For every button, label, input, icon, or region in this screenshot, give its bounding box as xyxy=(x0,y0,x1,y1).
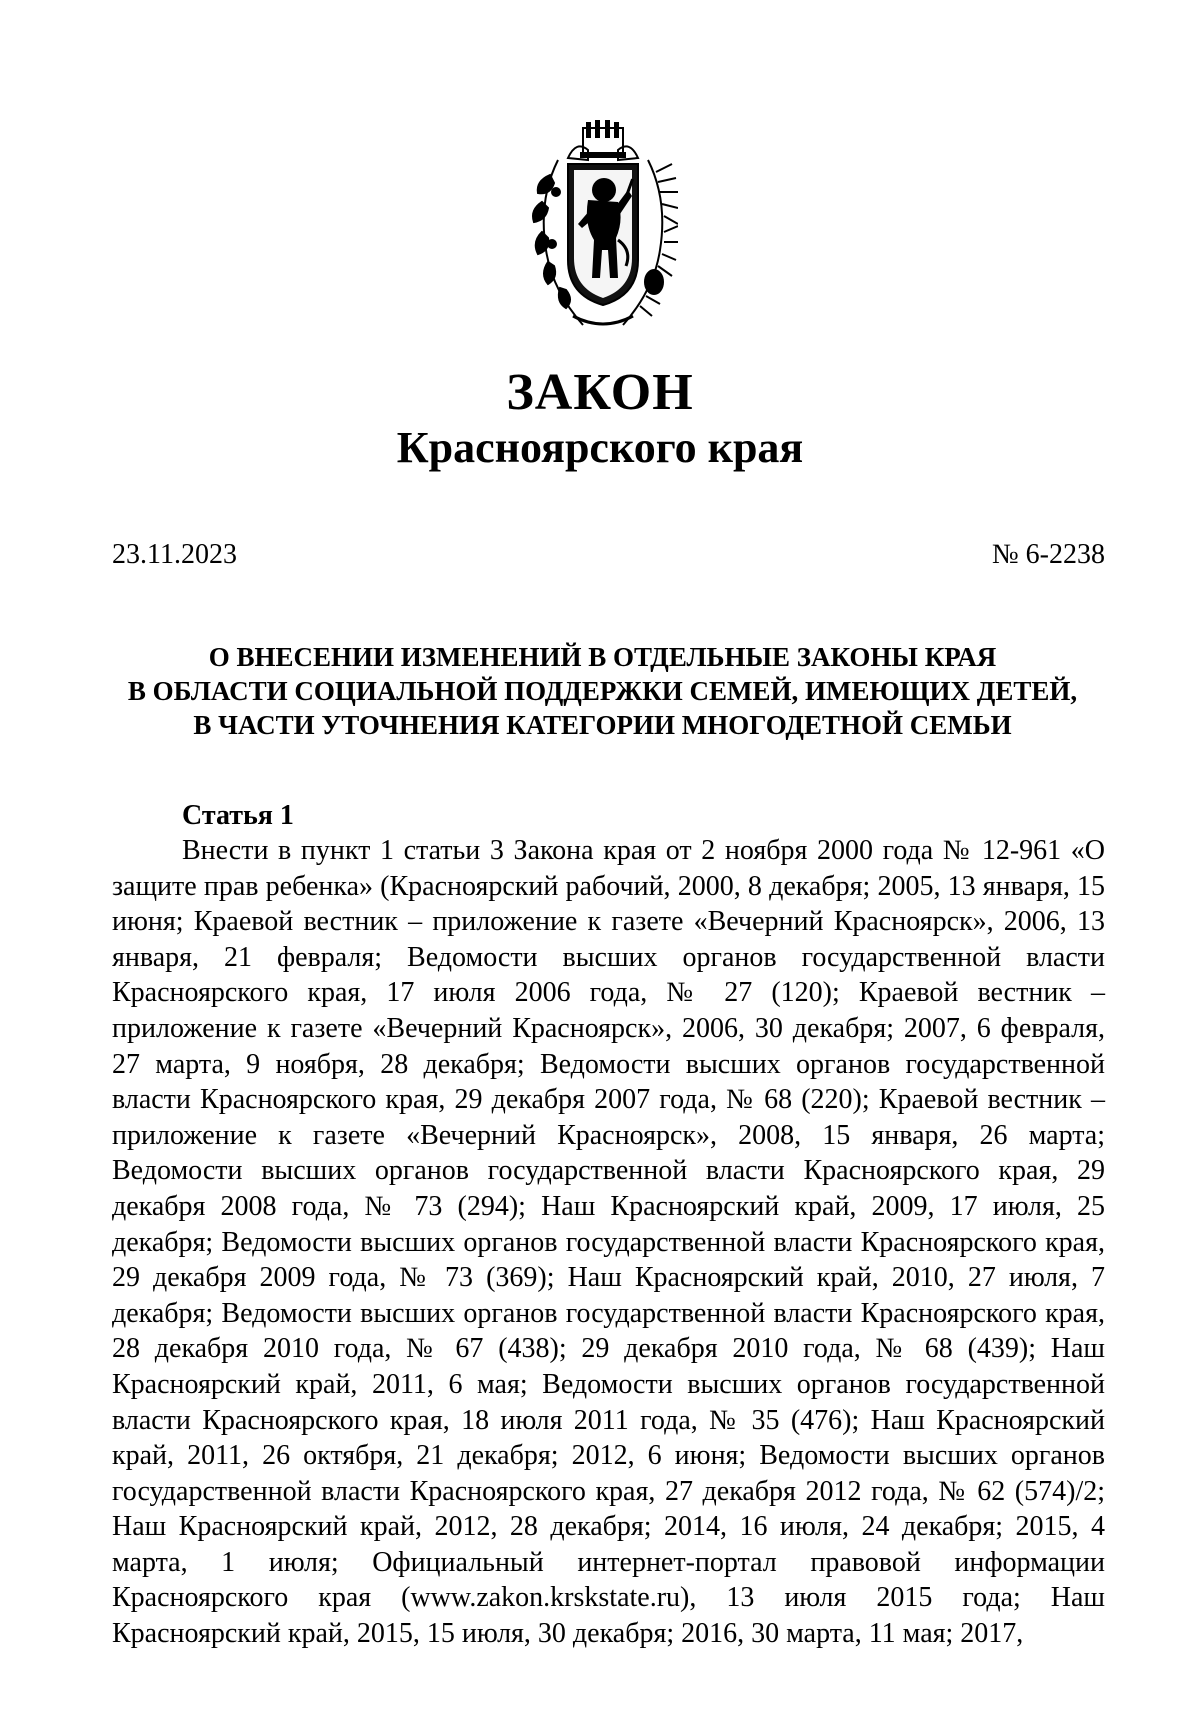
law-title-line: О ВНЕСЕНИИ ИЗМЕНЕНИЙ В ОТДЕЛЬНЫЕ ЗАКОНЫ КРАЯ xyxy=(208,642,997,672)
document-number: № 6-2238 xyxy=(991,539,1105,570)
document-title: ЗАКОН xyxy=(506,364,694,421)
law-title-line: В ОБЛАСТИ СОЦИАЛЬНОЙ ПОДДЕРЖКИ СЕМЕЙ, ИМЕЮЩИХ ДЕТЕЙ, xyxy=(127,676,1078,706)
krasnoyarsk-coat-of-arms-emblem xyxy=(528,120,678,340)
document-date: 23.11.2023 xyxy=(112,539,237,570)
law-title-line: В ЧАСТИ УТОЧНЕНИЯ КАТЕГОРИИ МНОГОДЕТНОЙ СЕМЬИ xyxy=(193,710,1012,740)
document-subtitle: Красноярского края xyxy=(396,423,804,472)
law-title xyxy=(100,640,1105,742)
article-heading: Статья 1 xyxy=(182,800,294,831)
article-body: Внести в пункт 1 статьи 3 Закона края от 2 ноября 2000 года № 12-961 «О защите прав ребенка» (Красноярский рабочий, 2000, 8 декабря; 2005, 13 января, 15 июня; Краевой вестник – приложение к газете «Вечерний Красноярск», 2006, 13 января, 21 февраля; Ведомости высших органов государственной власти Красноярского края, 17 июля 2006 года, № 27 (120); Краевой вестник – приложение к газете «Вечерний Красноярск», 2006, 30 декабря; 2007, 6 февраля, 27 марта, 9 ноября, 28 декабря; Ведомости высших органов государственной власти Красноярского края, 29 декабря 2007 года, № 68 (220); Краевой вестник – приложение к газете «Вечерний Красноярск», 2008, 15 января, 26 марта; Ведомости высших органов государственной власти Красноярского края, 29 декабря 2008 года, № 73 (294); Наш Красноярский край, 2009, 17 июля, 25 декабря; Ведомости высших органов государственной власти Красноярского края, 29 декабря 2009 года, № 73 (369); Наш Красноярский край, 2010, 27 июля, 7 декабря; Ведомости высших органов государственной власти Красноярского края, 28 декабря 2010 года, № 67 (438); 29 декабря 2010 года, № 68 (439); Наш Красноярский край, 2011, 6 мая; Ведомости высших органов государственной власти Красноярского края, 18 июля 2011 года, № 35 (476); Наш Красноярский край, 2011, 26 октября, 21 декабря; 2012, 6 июня; Ведомости высших органов государственной власти Красноярского края, 27 декабря 2012 года, № 62 (574)/2; Наш Красноярский край, 2012, 28 декабря; 2014, 16 июля, 24 декабря; 2015, 4 марта, 1 июля; Официальный интернет-портал правовой информации Красноярского края (www.zakon.krskstate.ru), 13 июля 2015 года; Наш Красноярский край, 2015, 15 июля, 30 декабря; 2016, 30 марта, 11 мая; 2017, xyxy=(112,835,1105,1650)
crown-icon xyxy=(568,120,638,160)
